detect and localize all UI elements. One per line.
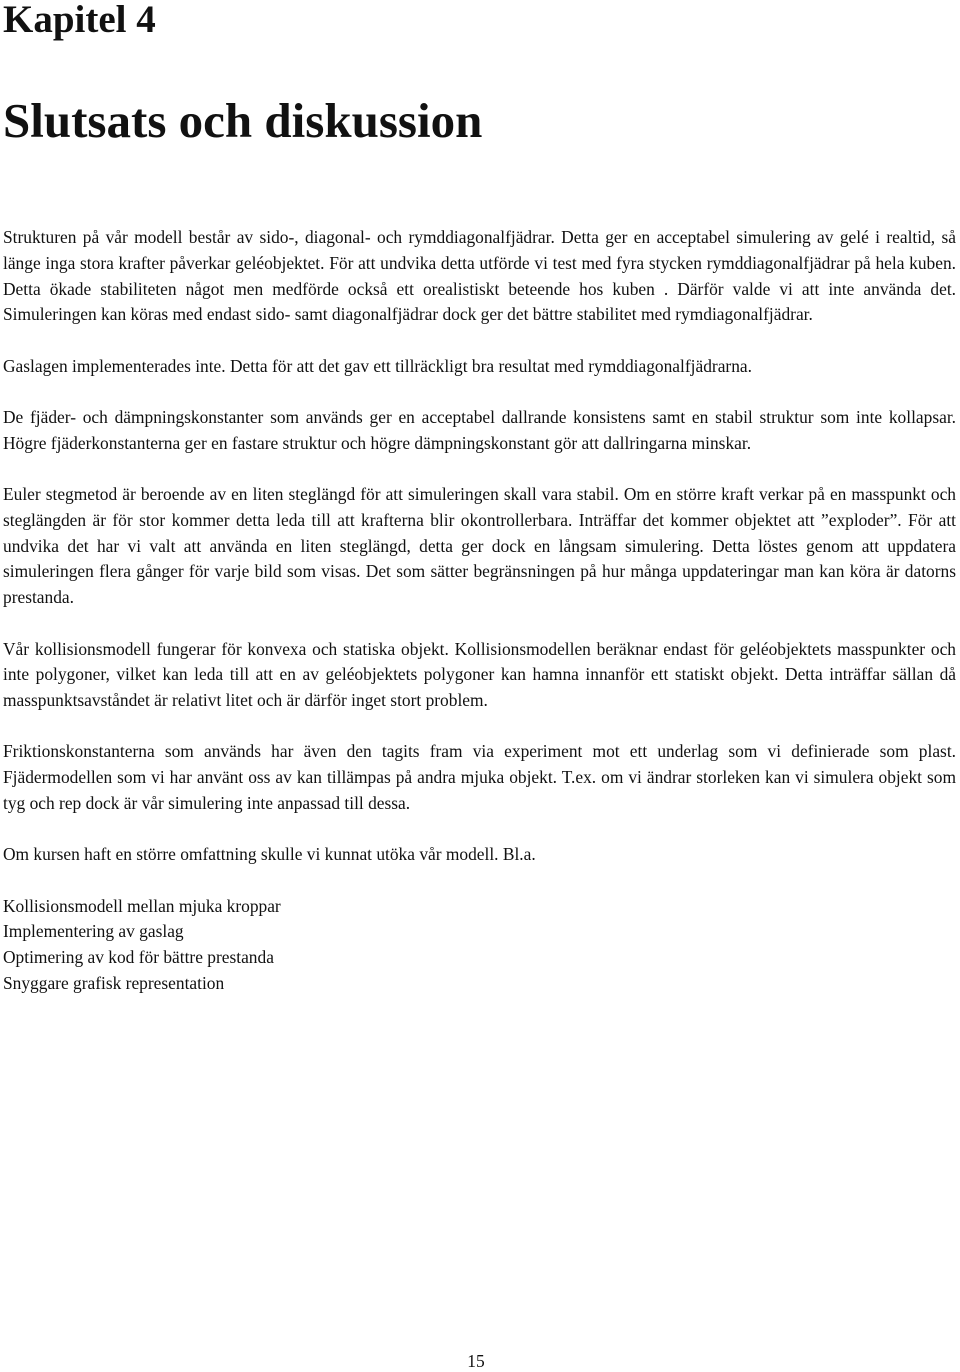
body-text xyxy=(3,225,956,997)
paragraph-friction: Friktionskonstanterna som används har även den tagits fram via experiment mot ett underlag som vi definierade som plast. Fjädermodellen som vi har använt oss av kan tillämpas på andra mjuka objekt. T.ex. om vi ändrar storleken kan vi simulera objekt som tyg och rep dock är vår simulering inte anpassad till dessa. xyxy=(3,741,956,814)
list-item: Snyggare grafisk representation xyxy=(3,973,225,994)
future-work-list xyxy=(3,894,956,997)
list-item: Implementering av gaslag xyxy=(3,921,184,942)
chapter-label: Kapitel 4 xyxy=(3,0,156,41)
future-work-intro: Om kursen haft en större omfattning skulle vi kunnat utöka vår modell. Bl.a. xyxy=(3,844,536,865)
paragraph-constants: De fjäder- och dämpningskonstanter som används ger en acceptabel dallrande konsistens samt en stabil struktur som inte kollapsar. Högre fjäderkonstanterna ger en fastare struktur och högre dämpningskonstant gör att dallringarna minskar. xyxy=(3,406,956,453)
paragraph-structure: Strukturen på vår modell består av sido-, diagonal- och rymddiagonalfjädrar. Detta ger en acceptabel simulering av gelé i realtid, så länge inga stora krafter påverkar geléobjektet. För att undvika detta utförde vi test med fyra stycken rymddiagonalfjädrar på hela kuben. Detta ökade stabiliteten något men medförde också ett orealistiskt beteende hos kuben . Därför valde vi att inte använda det. Simuleringen kan köras med endast sido- samt diagonalfjädrar dock ger det bättre stabilitet med rymdiagonalfjädrar. xyxy=(3,227,956,325)
page-number: 15 xyxy=(467,1351,485,1371)
paragraph-collision: Vår kollisionsmodell fungerar för konvexa och statiska objekt. Kollisionsmodellen beräknar endast för geléobjektets masspunkter och inte polygoner, vilket kan leda till att en av geléobjektets polygoner kan hamna innanför ett statiskt objekt. Detta inträffar sällan då masspunktsavståndet är relativt litet och är därför inget stort problem. xyxy=(3,638,956,711)
chapter-title: Slutsats och diskussion xyxy=(3,93,483,148)
paragraph-gas-law: Gaslagen implementerades inte. Detta för att det gav ett tillräckligt bra resultat med rymddiagonalfjädrarna. xyxy=(3,355,752,376)
list-item: Kollisionsmodell mellan mjuka kroppar xyxy=(3,895,281,916)
paragraph-euler: Euler stegmetod är beroende av en liten steglängd för att simuleringen skall vara stabil. Om en större kraft verkar på en masspunkt och steglängden är för stor kommer detta leda till att krafterna blir okontrollerbara. Inträffar det kommer objektet att ”exploder”. För att undvika det har vi valt att använda en liten steglängd, detta ger dock en långsam simulering. Detta löstes genom att uppdatera simuleringen flera gånger för varje bild som visas. Det som sätter begränsningen på hur många uppdateringar man kan köra är datorns prestanda. xyxy=(3,484,956,608)
list-item: Optimering av kod för bättre prestanda xyxy=(3,947,274,968)
